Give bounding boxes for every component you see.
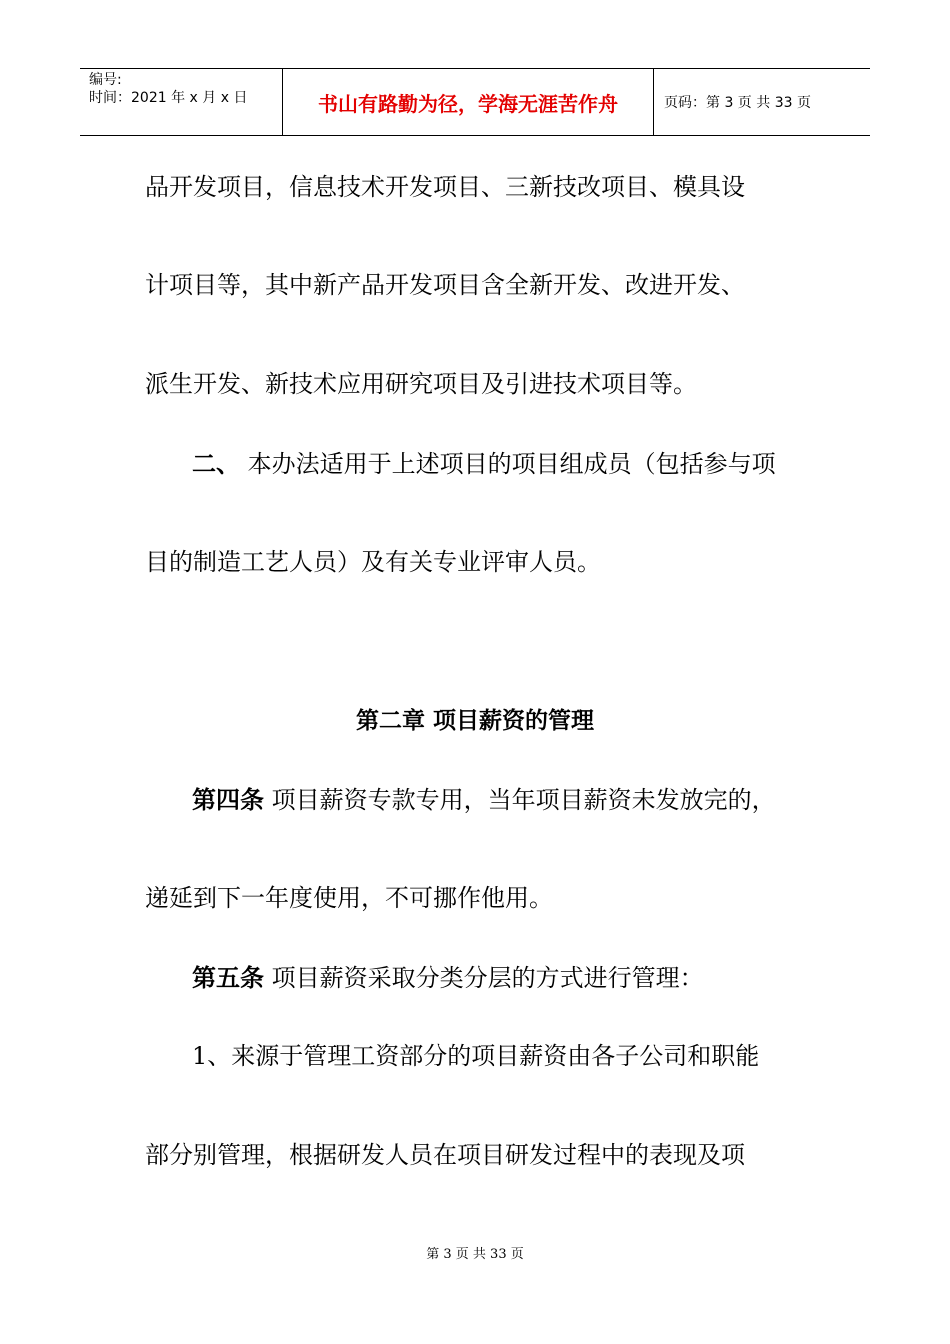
- document-time-label: 时间：2021 年 x 月 x 日: [89, 90, 248, 106]
- page-header: [80, 68, 870, 136]
- article-5-lead: 第五条: [192, 964, 264, 992]
- article-5: [192, 963, 815, 993]
- item-1-continued: 部分别管理，根据研发人员在项目研发过程中的表现及项: [145, 1141, 745, 1169]
- document-number-label: 编号:: [89, 72, 122, 88]
- article-4-text: 项目薪资专款专用，当年项目薪资未发放完的，: [264, 786, 776, 814]
- header-meta-cell: [80, 69, 282, 135]
- article-4-lead: 第四条: [192, 786, 264, 814]
- clause-2-lead: 二、: [192, 450, 240, 478]
- clause-2: [192, 449, 815, 479]
- clause-2-text: 本办法适用于上述项目的项目组成员（包括参与项: [240, 450, 776, 478]
- page-footer: 第 3 页 共 33 页: [426, 1247, 524, 1262]
- header-page-info: 页码：第 3 页 共 33 页: [664, 95, 811, 111]
- chapter-title: 第二章 项目薪资的管理: [355, 708, 594, 734]
- article-4: [192, 785, 815, 815]
- body-line-2: 计项目等，其中新产品开发项目含全新开发、改进开发、: [145, 271, 745, 299]
- clause-2-continued: 目的制造工艺人员）及有关专业评审人员。: [145, 548, 601, 576]
- article-4-continued: 递延到下一年度使用，不可挪作他用。: [145, 884, 553, 912]
- item-1: 1、来源于管理工资部分的项目薪资由各子公司和职能: [192, 1042, 760, 1070]
- header-motto: 书山有路勤为径，学海无涯苦作舟: [282, 69, 654, 135]
- body-line-1: 品开发项目，信息技术开发项目、三新技改项目、模具设: [145, 173, 745, 201]
- article-5-text: 项目薪资采取分类分层的方式进行管理：: [264, 964, 704, 992]
- body-line-3: 派生开发、新技术应用研究项目及引进技术项目等。: [145, 370, 697, 398]
